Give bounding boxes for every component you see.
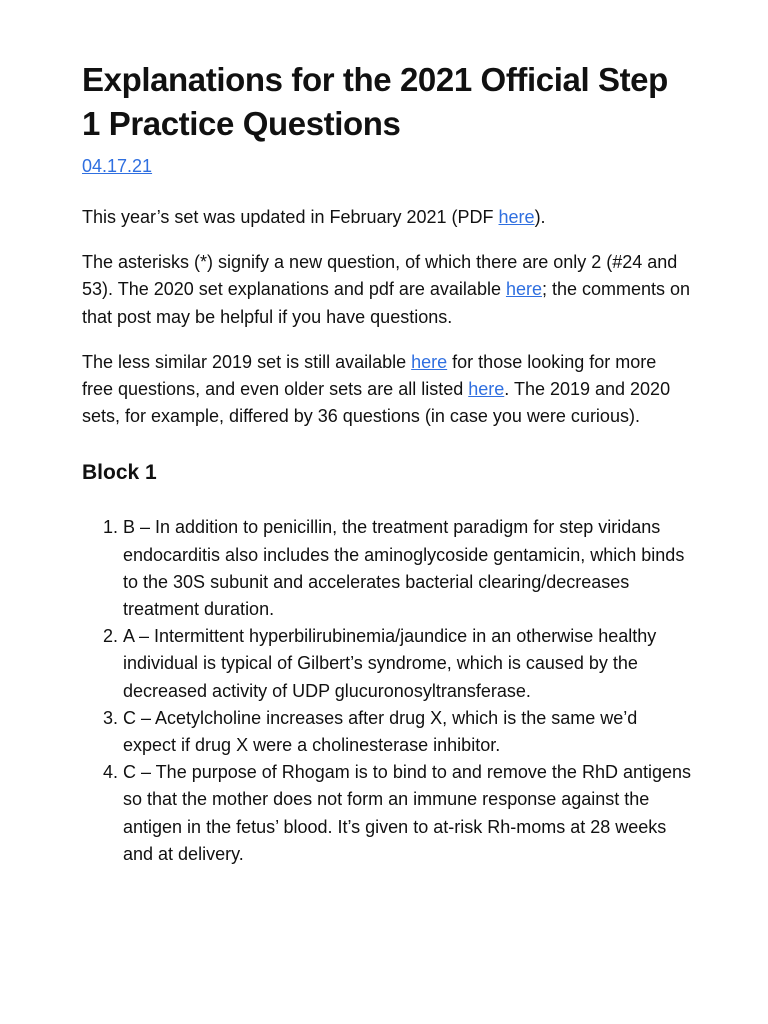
- answer-item-3: 3. C – Acetylcholine increases after drug X, which is the same we’d expect if drug X were a cholinesterase inhibitor.: [123, 705, 692, 759]
- older-sets-paragraph: [82, 349, 692, 431]
- asterisk-text-before: The asterisks (*) signify a new question, of which there are only 2 (#24 and 53). The 2020 set explanations and pdf are available: [82, 252, 678, 300]
- set-2020-link[interactable]: here: [505, 279, 542, 300]
- pdf-link[interactable]: here: [498, 207, 535, 227]
- page-title: Explanations for the 2021 Official Step 1 Practice Questions: [82, 61, 668, 142]
- answer-item-2: 2. A – Intermittent hyperbilirubinemia/jaundice in an otherwise healthy individual is typical of Gilbert’s syndrome, which is caused by the decreased activity of UDP glucuronosyltransferase.: [123, 623, 692, 705]
- answer-item-4: 4. C – The purpose of Rhogam is to bind to and remove the RhD antigens so that the mother does not form an immune response against the antigen in the fetus’ blood. It’s given to at-risk Rh-moms at 28 weeks and at delivery.: [123, 759, 692, 868]
- set-2019-link[interactable]: here: [411, 351, 448, 372]
- answer-item-1: 1. B – In addition to penicillin, the treatment paradigm for step viridans endocarditis also includes the aminoglycoside gentamicin, which binds to the 30S subunit and accelerates bacterial clearing/decreases treatment duration.: [123, 514, 692, 623]
- intro-text-after: ).: [534, 207, 546, 227]
- post-date-link[interactable]: 04.17.21: [82, 156, 153, 176]
- asterisk-text-after: ; the comments on that post may be helpful if you have questions.: [82, 279, 691, 327]
- older-sets-text-before: The less similar 2019 set is still available: [82, 351, 412, 372]
- older-sets-text-after: . The 2019 and 2020 sets, for example, differed by 36 questions (in case you were curious).: [82, 379, 671, 427]
- answer-list: [82, 514, 692, 868]
- asterisk-paragraph: [82, 249, 692, 331]
- older-sets-text-middle: for those looking for more free questions, and even older sets are all listed: [82, 351, 657, 400]
- block-heading: Block 1: [82, 461, 157, 485]
- intro-text-before: This year’s set was updated in February 2021 (PDF: [82, 207, 499, 227]
- article: [82, 58, 692, 868]
- intro-paragraph: [82, 204, 692, 231]
- older-sets-link[interactable]: here: [468, 379, 505, 400]
